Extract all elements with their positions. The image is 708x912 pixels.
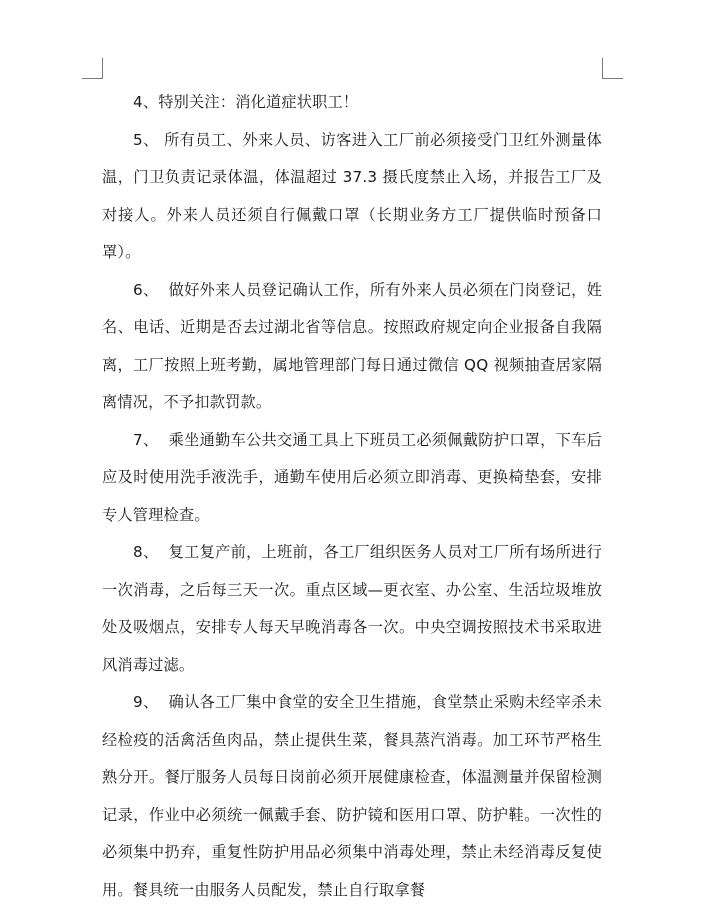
paragraph-text: 做好外来人员登记确认工作，所有外来人员必须在门岗登记，姓名、电话、近期是否去过湖北省等信息。按照政府规定向企业报备自我隔离，工厂按照上班考勤，属地管理部门每日通过微信 QQ 视频抽查居家隔离情况，不予扣款罚款。 <box>102 280 602 411</box>
paragraph-number: 4、 <box>133 93 159 111</box>
paragraph-number: 8、 <box>133 543 169 561</box>
paragraph-item-5 <box>102 122 602 272</box>
crop-mark-top-right <box>602 58 603 79</box>
crop-mark-top-left <box>82 78 103 79</box>
paragraph-text: 所有员工、外来人员、访客进入工厂前必须接受门卫红外测量体温，门卫负责记录体温，体温超过 37.3 摄氏度禁止入场，并报告工厂及对接人。外来人员还须自行佩戴口罩（长期业务方工厂提供临时预备口罩）。 <box>102 130 603 261</box>
paragraph-number: 9、 <box>133 693 169 711</box>
paragraph-text: 复工复产前，上班前，各工厂组织医务人员对工厂所有场所进行一次消毒，之后每三天一次。重点区域—更衣室、办公室、生活垃圾堆放处及吸烟点，安排专人每天早晚消毒各一次。中央空调按照技术书采取进风消毒过滤。 <box>102 543 602 674</box>
paragraph-item-7 <box>102 422 602 535</box>
paragraph-text: 特别关注：消化道症状职工！ <box>158 93 359 111</box>
crop-mark-top-right <box>602 78 623 79</box>
paragraph-item-6 <box>102 272 602 422</box>
paragraph-text: 乘坐通勤车公共交通工具上下班员工必须佩戴防护口罩，下车后应及时使用洗手液洗手，通勤车使用后必须立即消毒、更换椅垫套，安排专人管理检查。 <box>102 430 602 524</box>
paragraph-item-8 <box>102 534 602 684</box>
crop-mark-top-left <box>102 58 103 79</box>
paragraph-item-4 <box>102 84 602 122</box>
paragraph-number: 5、 <box>133 130 165 149</box>
paragraph-number: 6、 <box>133 280 169 299</box>
paragraph-text: 确认各工厂集中食堂的安全卫生措施，食堂禁止采购未经宰杀未经检疫的活禽活鱼肉品，禁止提供生菜，餐具蒸汽消毒。加工环节严格生熟分开。餐厅服务人员每日岗前必须开展健康检查，体温测量并保留检测记录，作业中必须统一佩戴手套、防护镜和医用口罩、防护鞋。一次性的必须集中扔弃，重复性防护用品必须集中消毒处理，禁止未经消毒反复使用。餐具统一由服务人员配发，禁止自行取拿餐 <box>102 693 602 899</box>
paragraph-number: 7、 <box>133 430 169 449</box>
document-body <box>102 84 602 909</box>
paragraph-item-9 <box>102 684 602 909</box>
